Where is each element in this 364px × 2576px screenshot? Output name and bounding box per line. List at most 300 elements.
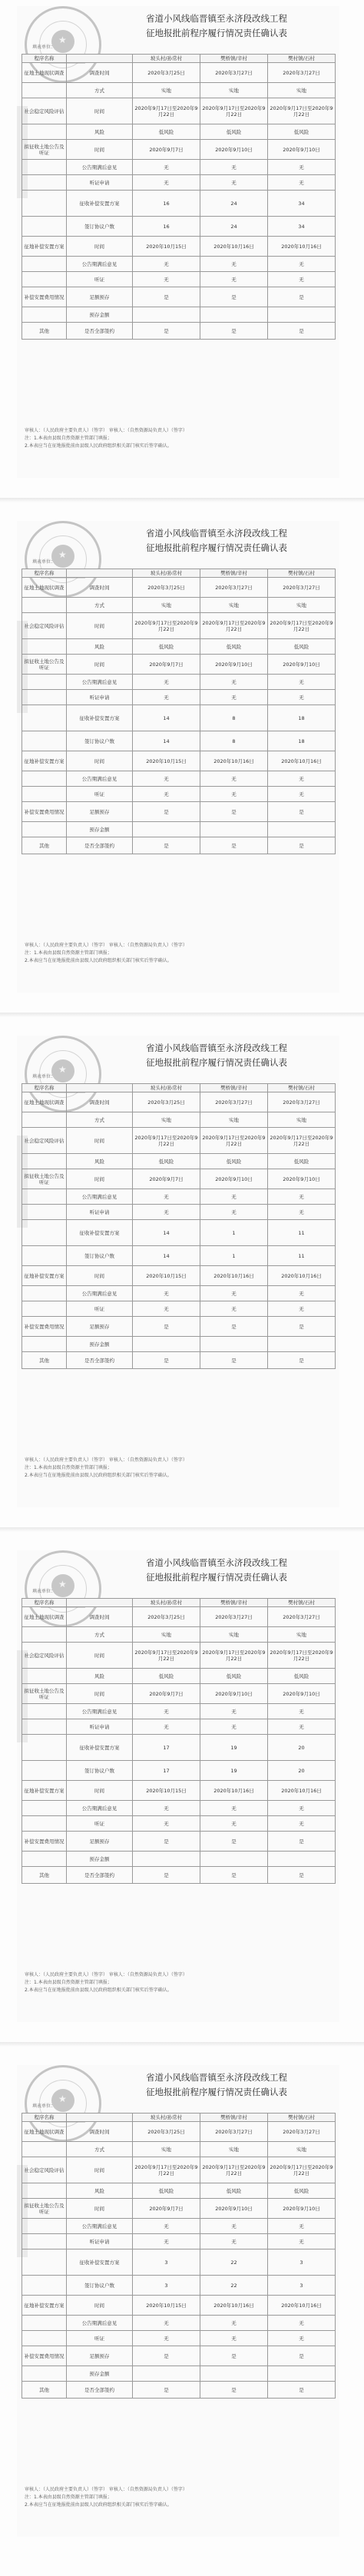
village-value-cell: 实地 bbox=[200, 1112, 268, 1128]
item-cell: 调查时间 bbox=[67, 1607, 133, 1627]
procedure-name-cell: 社会稳定风险评估 bbox=[22, 613, 67, 639]
village-value-cell: 是 bbox=[133, 2382, 200, 2399]
village-value-cell: 2020年10月15日 bbox=[133, 1266, 200, 1286]
village-value-cell: 低风险 bbox=[268, 2183, 336, 2199]
item-cell: 预存金额 bbox=[67, 1337, 133, 1352]
village-value-cell: 2020年10月16日 bbox=[200, 1781, 268, 1801]
procedure-name-cell: 补偿安置费用情况 bbox=[22, 2346, 67, 2366]
item-cell: 足额预存 bbox=[67, 1832, 133, 1852]
item-cell: 是否全部签约 bbox=[67, 1867, 133, 1884]
village-value-cell: 2020年9月17日至2020年9月22日 bbox=[268, 98, 336, 124]
village-value-cell: 2020年10月16日 bbox=[200, 237, 268, 257]
procedure-name-cell: 其他 bbox=[22, 1867, 67, 1884]
village-value-cell: 2020年3月27日 bbox=[268, 578, 336, 598]
procedure-table bbox=[22, 1598, 336, 1884]
sheet-notes bbox=[25, 2486, 332, 2509]
village-value-cell bbox=[133, 1337, 200, 1352]
table-row bbox=[22, 1169, 336, 1189]
confirmation-sheet bbox=[17, 6, 339, 478]
village-value-cell: 无 bbox=[200, 2331, 268, 2346]
village-value-cell: 是 bbox=[200, 323, 268, 340]
village-value-cell: 1 bbox=[200, 1220, 268, 1246]
note-line: 2.本表应当在征地报批前由县级人民政府组织相关部门核实后签字确认。 bbox=[25, 1473, 172, 1478]
header-cell: 樊桥镇/辛村 bbox=[200, 1084, 268, 1092]
procedure-name-cell bbox=[22, 2234, 67, 2249]
village-value-cell: 无 bbox=[268, 675, 336, 690]
procedure-name-cell bbox=[22, 1337, 67, 1352]
table-row bbox=[22, 1669, 336, 1684]
village-value-cell: 2020年9月17日至2020年9月22日 bbox=[133, 2157, 200, 2183]
item-cell: 方式 bbox=[67, 1627, 133, 1643]
procedure-name-cell: 其他 bbox=[22, 1352, 67, 1369]
table-row bbox=[22, 1735, 336, 1761]
item-cell: 时间 bbox=[67, 2199, 133, 2219]
table-row bbox=[22, 1112, 336, 1128]
seal-star-icon: ★ bbox=[58, 1064, 67, 1075]
table-row bbox=[22, 140, 336, 160]
village-value-cell: 2020年9月10日 bbox=[268, 140, 336, 160]
village-value-cell: 2020年9月17日至2020年9月22日 bbox=[133, 1128, 200, 1154]
page-divider bbox=[0, 2042, 364, 2047]
village-value-cell: 2020年9月10日 bbox=[268, 1684, 336, 1704]
village-value-cell: 无 bbox=[200, 771, 268, 787]
table-row bbox=[22, 2219, 336, 2234]
table-row bbox=[22, 837, 336, 854]
village-value-cell: 实地 bbox=[268, 83, 336, 98]
village-value-cell: 18 bbox=[268, 705, 336, 731]
item-cell: 公告期满后意见 bbox=[67, 1704, 133, 1719]
village-value-cell: 是 bbox=[268, 1832, 336, 1852]
procedure-name-cell: 征地补偿安置方案 bbox=[22, 2296, 67, 2316]
village-value-cell bbox=[200, 1852, 268, 1867]
table-row bbox=[22, 578, 336, 598]
village-value-cell: 无 bbox=[268, 690, 336, 705]
table-row bbox=[22, 1352, 336, 1369]
village-value-cell: 实地 bbox=[268, 598, 336, 613]
sheet-header bbox=[17, 2065, 339, 2111]
village-value-cell: 16 bbox=[133, 217, 200, 237]
village-value-cell: 实地 bbox=[200, 83, 268, 98]
village-value-cell: 14 bbox=[133, 1220, 200, 1246]
village-value-cell: 无 bbox=[268, 1801, 336, 1816]
header-cell: 程序名称 bbox=[22, 1599, 67, 1607]
fill-unit-label: 填表单位： bbox=[32, 559, 56, 565]
village-value-cell: 无 bbox=[200, 2316, 268, 2331]
village-value-cell: 11 bbox=[268, 1246, 336, 1266]
sheet-header bbox=[17, 521, 339, 567]
procedure-name-cell bbox=[22, 1669, 67, 1684]
item-cell: 公告期满后意见 bbox=[67, 1286, 133, 1301]
village-value-cell: 2020年9月10日 bbox=[200, 1684, 268, 1704]
item-cell: 预存金额 bbox=[67, 307, 133, 323]
village-value-cell: 2020年3月27日 bbox=[268, 2122, 336, 2142]
village-value-cell: 2020年9月10日 bbox=[200, 140, 268, 160]
village-value-cell: 低风险 bbox=[268, 1669, 336, 1684]
village-value-cell: 实地 bbox=[200, 598, 268, 613]
procedure-name-cell bbox=[22, 675, 67, 690]
item-cell: 预存金额 bbox=[67, 822, 133, 837]
village-value-cell: 2020年10月16日 bbox=[200, 1266, 268, 1286]
document-subtitle: 征地报批前程序履行情况责任确认表 bbox=[146, 1572, 287, 1583]
item-cell: 听证 bbox=[67, 272, 133, 287]
village-value-cell: 无 bbox=[133, 787, 200, 802]
village-value-cell: 低风险 bbox=[200, 2183, 268, 2199]
procedure-name-cell bbox=[22, 217, 67, 237]
village-value-cell: 是 bbox=[133, 1832, 200, 1852]
procedure-name-cell: 拟征收土地公告及听证 bbox=[22, 2199, 67, 2219]
village-value-cell: 实地 bbox=[133, 598, 200, 613]
procedure-name-cell: 征地土地现状调查 bbox=[22, 1092, 67, 1112]
procedure-name-cell bbox=[22, 1852, 67, 1867]
table-row bbox=[22, 1337, 336, 1352]
village-value-cell: 8 bbox=[200, 731, 268, 751]
item-cell: 公告期满后意见 bbox=[67, 675, 133, 690]
table-row bbox=[22, 1627, 336, 1643]
procedure-name-cell bbox=[22, 1220, 67, 1246]
village-value-cell: 2020年9月10日 bbox=[200, 2199, 268, 2219]
seal-star-icon: ★ bbox=[58, 2094, 67, 2104]
table-row bbox=[22, 1092, 336, 1112]
note-line: 注：1.本表由县级自然资源主管部门填报； bbox=[25, 950, 112, 956]
note-line: 审核人：（人民政府主要负责人）（签字） 审核人：（自然资源局负责人）（签字） bbox=[25, 1972, 187, 1978]
procedure-name-cell bbox=[22, 2331, 67, 2346]
item-cell: 听证 bbox=[67, 1816, 133, 1832]
header-cell: 程序名称 bbox=[22, 2114, 67, 2122]
village-value-cell: 无 bbox=[133, 1286, 200, 1301]
procedure-name-cell bbox=[22, 272, 67, 287]
village-value-cell: 16 bbox=[133, 191, 200, 217]
table-row bbox=[22, 675, 336, 690]
confirmation-sheet bbox=[17, 2065, 339, 2537]
village-value-cell: 14 bbox=[133, 1246, 200, 1266]
village-value-cell: 2020年9月7日 bbox=[133, 1169, 200, 1189]
village-value-cell: 8 bbox=[200, 705, 268, 731]
procedure-name-cell bbox=[22, 2366, 67, 2382]
village-value-cell: 2020年3月27日 bbox=[200, 63, 268, 83]
item-cell: 风险 bbox=[67, 1154, 133, 1169]
procedure-name-cell: 拟征收土地公告及听证 bbox=[22, 140, 67, 160]
table-header-row bbox=[22, 2114, 336, 2122]
header-cell: 樊桥镇/辛村 bbox=[200, 55, 268, 63]
procedure-name-cell bbox=[22, 124, 67, 140]
procedure-name-cell bbox=[22, 307, 67, 323]
document-title: 省道小风线临晋镇至永济段改线工程 bbox=[146, 1043, 287, 1053]
village-value-cell: 2020年3月27日 bbox=[200, 1607, 268, 1627]
header-cell: 樊桥镇/辛村 bbox=[200, 1599, 268, 1607]
village-value-cell: 2020年10月15日 bbox=[133, 2296, 200, 2316]
village-value-cell: 无 bbox=[268, 1205, 336, 1220]
item-cell: 听证 bbox=[67, 1301, 133, 1317]
village-value-cell bbox=[133, 1852, 200, 1867]
village-value-cell: 无 bbox=[133, 690, 200, 705]
sheet-header bbox=[17, 1036, 339, 1082]
village-value-cell: 2020年9月7日 bbox=[133, 655, 200, 675]
table-row bbox=[22, 1781, 336, 1801]
procedure-name-cell: 征地土地现状调查 bbox=[22, 578, 67, 598]
table-row bbox=[22, 63, 336, 83]
table-row bbox=[22, 705, 336, 731]
village-value-cell: 实地 bbox=[200, 2142, 268, 2157]
procedure-name-cell: 征地土地现状调查 bbox=[22, 2122, 67, 2142]
table-row bbox=[22, 1719, 336, 1735]
procedure-name-cell: 拟征收土地公告及听证 bbox=[22, 1684, 67, 1704]
village-value-cell: 2020年10月16日 bbox=[268, 2296, 336, 2316]
village-value-cell: 是 bbox=[133, 2346, 200, 2366]
village-value-cell: 22 bbox=[200, 2276, 268, 2296]
item-cell: 签订协议户数 bbox=[67, 2276, 133, 2296]
header-cell: 程序名称 bbox=[22, 569, 67, 578]
header-cell: 程序名称 bbox=[22, 1084, 67, 1092]
procedure-name-cell bbox=[22, 690, 67, 705]
confirmation-sheet bbox=[17, 1550, 339, 2022]
header-cell: 樊桥镇/辛村 bbox=[200, 2114, 268, 2122]
procedure-name-cell bbox=[22, 1761, 67, 1781]
village-value-cell: 无 bbox=[268, 2316, 336, 2331]
procedure-name-cell bbox=[22, 639, 67, 655]
village-value-cell: 低风险 bbox=[133, 639, 200, 655]
item-cell: 方式 bbox=[67, 598, 133, 613]
village-value-cell: 18 bbox=[268, 731, 336, 751]
village-value-cell: 是 bbox=[200, 2346, 268, 2366]
village-value-cell: 2020年10月15日 bbox=[133, 237, 200, 257]
village-value-cell: 2020年9月10日 bbox=[268, 2199, 336, 2219]
village-value-cell: 无 bbox=[200, 787, 268, 802]
village-value-cell: 3 bbox=[268, 2249, 336, 2276]
village-value-cell: 22 bbox=[200, 2249, 268, 2276]
item-cell: 听证申请 bbox=[67, 690, 133, 705]
village-value-cell bbox=[133, 2366, 200, 2382]
village-value-cell: 无 bbox=[200, 1801, 268, 1816]
item-cell: 预存金额 bbox=[67, 1852, 133, 1867]
procedure-name-cell bbox=[22, 1301, 67, 1317]
village-value-cell: 低风险 bbox=[200, 124, 268, 140]
procedure-name-cell bbox=[22, 2219, 67, 2234]
note-line: 2.本表应当在征地报批前由县级人民政府组织相关部门核实后签字确认。 bbox=[25, 443, 172, 449]
village-value-cell: 是 bbox=[133, 1352, 200, 1369]
table-row bbox=[22, 1189, 336, 1205]
item-cell: 风险 bbox=[67, 639, 133, 655]
village-value-cell: 无 bbox=[133, 175, 200, 191]
procedure-name-cell bbox=[22, 2142, 67, 2157]
village-value-cell: 无 bbox=[133, 1205, 200, 1220]
village-value-cell: 无 bbox=[200, 690, 268, 705]
village-value-cell: 3 bbox=[133, 2276, 200, 2296]
village-value-cell: 2020年9月17日至2020年9月22日 bbox=[133, 1643, 200, 1669]
table-header-row bbox=[22, 569, 336, 578]
table-row bbox=[22, 1684, 336, 1704]
procedure-name-cell: 拟征收土地公告及听证 bbox=[22, 655, 67, 675]
table-row bbox=[22, 2296, 336, 2316]
village-value-cell: 低风险 bbox=[200, 1154, 268, 1169]
village-value-cell bbox=[268, 2366, 336, 2382]
item-cell: 时间 bbox=[67, 1643, 133, 1669]
item-cell: 调查时间 bbox=[67, 578, 133, 598]
note-line: 注：1.本表由县级自然资源主管部门填报； bbox=[25, 1465, 112, 1470]
table-row bbox=[22, 287, 336, 307]
procedure-name-cell bbox=[22, 1246, 67, 1266]
village-value-cell: 实地 bbox=[268, 1627, 336, 1643]
village-value-cell: 2020年9月17日至2020年9月22日 bbox=[133, 613, 200, 639]
village-value-cell: 是 bbox=[268, 1352, 336, 1369]
table-header-row bbox=[22, 1084, 336, 1092]
procedure-name-cell: 征地补偿安置方案 bbox=[22, 1781, 67, 1801]
village-value-cell: 3 bbox=[133, 2249, 200, 2276]
village-value-cell: 实地 bbox=[133, 1112, 200, 1128]
note-line: 注：1.本表由县级自然资源主管部门填报； bbox=[25, 2495, 112, 2500]
table-row bbox=[22, 1128, 336, 1154]
village-value-cell: 2020年3月27日 bbox=[268, 1092, 336, 1112]
village-value-cell: 是 bbox=[268, 1317, 336, 1337]
procedure-table bbox=[22, 54, 336, 340]
item-cell: 时间 bbox=[67, 140, 133, 160]
village-value-cell: 1 bbox=[200, 1246, 268, 1266]
table-row bbox=[22, 1205, 336, 1220]
procedure-name-cell bbox=[22, 1154, 67, 1169]
item-cell: 足额预存 bbox=[67, 1317, 133, 1337]
village-value-cell: 是 bbox=[200, 802, 268, 822]
village-value-cell: 无 bbox=[200, 2219, 268, 2234]
table-row bbox=[22, 124, 336, 140]
village-value-cell: 无 bbox=[133, 2316, 200, 2331]
note-line: 审核人：（人民政府主要负责人）（签字） 审核人：（自然资源局负责人）（签字） bbox=[25, 2487, 187, 2492]
village-value-cell: 2020年10月16日 bbox=[200, 751, 268, 771]
procedure-name-cell: 其他 bbox=[22, 2382, 67, 2399]
village-value-cell: 无 bbox=[200, 160, 268, 175]
village-value-cell: 无 bbox=[200, 1205, 268, 1220]
table-row bbox=[22, 1220, 336, 1246]
procedure-name-cell: 社会稳定风险评估 bbox=[22, 2157, 67, 2183]
item-cell: 是否全部签约 bbox=[67, 323, 133, 340]
village-value-cell: 无 bbox=[133, 1704, 200, 1719]
village-value-cell: 无 bbox=[133, 2331, 200, 2346]
header-cell: 坡头村/孙常村 bbox=[133, 2114, 200, 2122]
header-cell: 樊桥镇/辛村 bbox=[200, 569, 268, 578]
village-value-cell: 2020年9月17日至2020年9月22日 bbox=[200, 613, 268, 639]
table-row bbox=[22, 2316, 336, 2331]
sheet-notes bbox=[25, 1971, 332, 1994]
village-value-cell: 是 bbox=[268, 802, 336, 822]
village-value-cell: 无 bbox=[200, 675, 268, 690]
procedure-name-cell: 征地土地现状调查 bbox=[22, 63, 67, 83]
procedure-name-cell bbox=[22, 787, 67, 802]
village-value-cell: 低风险 bbox=[268, 124, 336, 140]
village-value-cell: 实地 bbox=[133, 1627, 200, 1643]
document-title: 省道小风线临晋镇至永济段改线工程 bbox=[146, 13, 287, 24]
village-value-cell: 无 bbox=[268, 175, 336, 191]
village-value-cell: 是 bbox=[133, 1867, 200, 1884]
table-row bbox=[22, 1317, 336, 1337]
procedure-name-cell: 拟征收土地公告及听证 bbox=[22, 1169, 67, 1189]
document-title: 省道小风线临晋镇至永济段改线工程 bbox=[146, 528, 287, 539]
table-row bbox=[22, 1286, 336, 1301]
table-row bbox=[22, 1801, 336, 1816]
procedure-name-cell bbox=[22, 1286, 67, 1301]
header-cell: 坡头村/孙常村 bbox=[133, 1599, 200, 1607]
village-value-cell: 是 bbox=[268, 1867, 336, 1884]
village-value-cell: 无 bbox=[133, 1301, 200, 1317]
village-value-cell: 17 bbox=[133, 1735, 200, 1761]
village-value-cell: 2020年3月27日 bbox=[268, 1607, 336, 1627]
table-row bbox=[22, 2249, 336, 2276]
procedure-name-cell: 补偿安置费用情况 bbox=[22, 1317, 67, 1337]
procedure-name-cell: 补偿安置费用情况 bbox=[22, 1832, 67, 1852]
header-cell bbox=[67, 2114, 133, 2122]
note-line: 2.本表应当在征地报批前由县级人民政府组织相关部门核实后签字确认。 bbox=[25, 2502, 172, 2508]
note-line: 2.本表应当在征地报批前由县级人民政府组织相关部门核实后签字确认。 bbox=[25, 1988, 172, 1993]
item-cell: 签订协议户数 bbox=[67, 731, 133, 751]
table-row bbox=[22, 2366, 336, 2382]
item-cell: 是否全部签约 bbox=[67, 2382, 133, 2399]
item-cell: 足额预存 bbox=[67, 287, 133, 307]
header-cell: 程序名称 bbox=[22, 55, 67, 63]
village-value-cell: 2020年9月17日至2020年9月22日 bbox=[268, 1128, 336, 1154]
village-value-cell: 低风险 bbox=[268, 639, 336, 655]
village-value-cell: 无 bbox=[200, 1816, 268, 1832]
village-value-cell: 2020年9月17日至2020年9月22日 bbox=[268, 613, 336, 639]
note-line: 审核人：（人民政府主要负责人）（签字） 审核人：（自然资源局负责人）（签字） bbox=[25, 1457, 187, 1463]
note-line: 审核人：（人民政府主要负责人）（签字） 审核人：（自然资源局负责人）（签字） bbox=[25, 428, 187, 433]
table-row bbox=[22, 160, 336, 175]
procedure-name-cell bbox=[22, 1735, 67, 1761]
header-cell: 坡头村/孙常村 bbox=[133, 55, 200, 63]
village-value-cell: 无 bbox=[268, 1189, 336, 1205]
village-value-cell: 实地 bbox=[268, 1112, 336, 1128]
seal-star-icon: ★ bbox=[58, 35, 67, 45]
procedure-name-cell bbox=[22, 2249, 67, 2276]
village-value-cell: 2020年3月25日 bbox=[133, 63, 200, 83]
village-value-cell: 低风险 bbox=[133, 1669, 200, 1684]
header-cell: 樊村镇/石村 bbox=[268, 55, 336, 63]
item-cell: 征收补偿安置方案 bbox=[67, 1220, 133, 1246]
village-value-cell: 是 bbox=[133, 1317, 200, 1337]
village-value-cell: 低风险 bbox=[133, 2183, 200, 2199]
item-cell: 公告期满后意见 bbox=[67, 160, 133, 175]
item-cell: 时间 bbox=[67, 655, 133, 675]
procedure-name-cell bbox=[22, 1205, 67, 1220]
item-cell: 公告期满后意见 bbox=[67, 1189, 133, 1205]
table-row bbox=[22, 2199, 336, 2219]
item-cell: 时间 bbox=[67, 1266, 133, 1286]
table-row bbox=[22, 1832, 336, 1852]
item-cell: 方式 bbox=[67, 1112, 133, 1128]
village-value-cell: 20 bbox=[268, 1735, 336, 1761]
item-cell: 公告期满后意见 bbox=[67, 2219, 133, 2234]
table-row bbox=[22, 237, 336, 257]
procedure-name-cell bbox=[22, 1627, 67, 1643]
village-value-cell: 34 bbox=[268, 217, 336, 237]
header-cell bbox=[67, 569, 133, 578]
village-value-cell: 2020年9月17日至2020年9月22日 bbox=[200, 1643, 268, 1669]
item-cell: 公告期满后意见 bbox=[67, 1801, 133, 1816]
item-cell: 时间 bbox=[67, 1684, 133, 1704]
item-cell: 签订协议户数 bbox=[67, 1246, 133, 1266]
village-value-cell: 2020年10月16日 bbox=[268, 1781, 336, 1801]
table-row bbox=[22, 2183, 336, 2199]
document-title: 省道小风线临晋镇至永济段改线工程 bbox=[146, 1557, 287, 1568]
village-value-cell: 是 bbox=[200, 287, 268, 307]
table-row bbox=[22, 323, 336, 340]
procedure-name-cell: 补偿安置费用情况 bbox=[22, 287, 67, 307]
village-value-cell: 实地 bbox=[268, 2142, 336, 2157]
village-value-cell: 2020年10月15日 bbox=[133, 1781, 200, 1801]
village-value-cell: 2020年3月27日 bbox=[200, 578, 268, 598]
document-subtitle: 征地报批前程序履行情况责任确认表 bbox=[146, 28, 287, 38]
village-value-cell: 17 bbox=[133, 1761, 200, 1781]
item-cell: 征收补偿安置方案 bbox=[67, 705, 133, 731]
village-value-cell: 2020年10月15日 bbox=[133, 751, 200, 771]
village-value-cell bbox=[200, 2366, 268, 2382]
table-row bbox=[22, 690, 336, 705]
